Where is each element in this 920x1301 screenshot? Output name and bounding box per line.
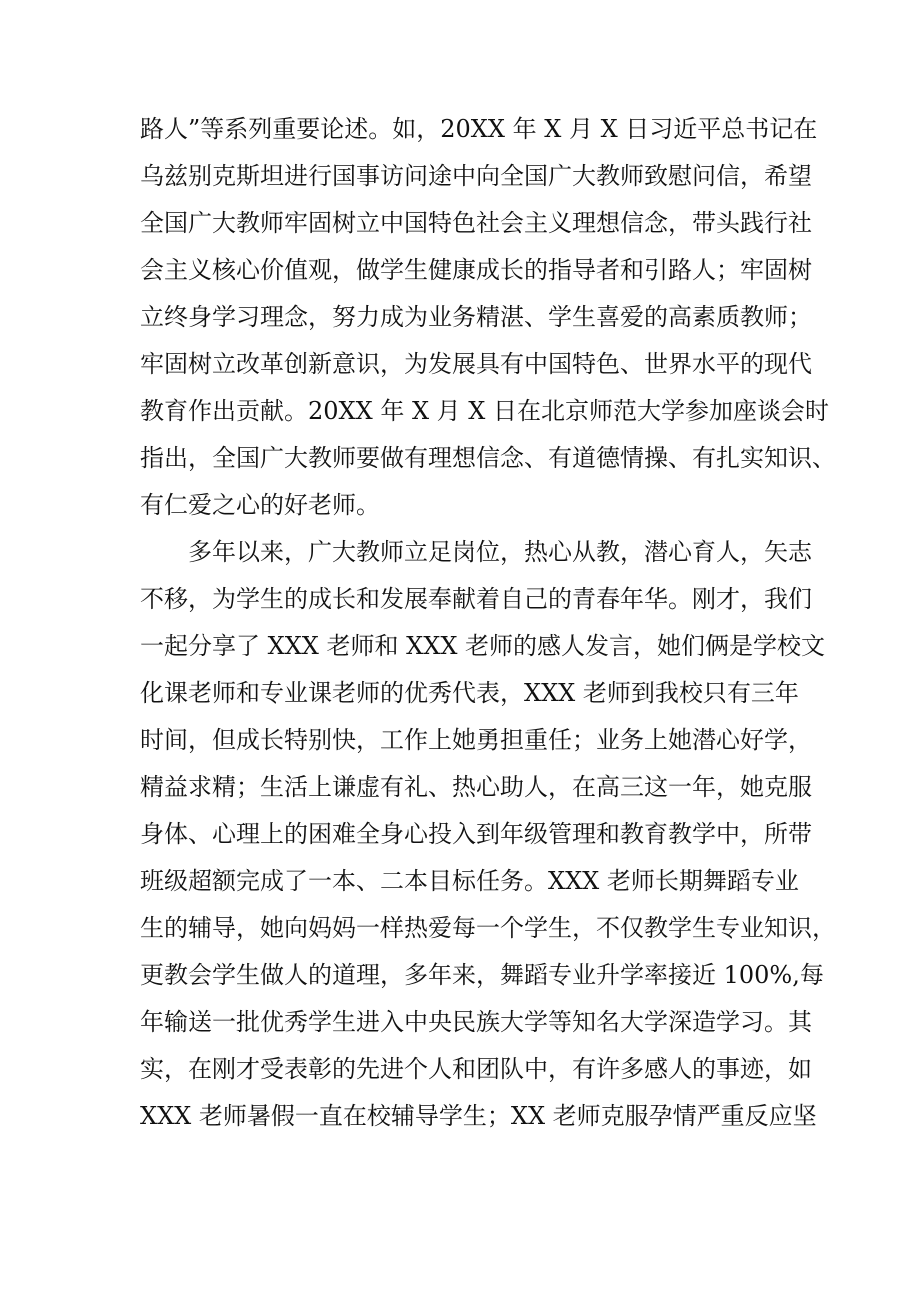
text-line: 精益求精；生活上谦虚有礼、热心助人，在高三这一年，她克服 (140, 773, 812, 801)
text-line: 有仁爱之心的好老师。 (140, 491, 380, 519)
text-line: 实，在刚才受表彰的先进个人和团队中，有许多感人的事迹，如 (140, 1055, 812, 1083)
text-line: 教育作出贡献。20XX 年 X 月 X 日在北京师范大学参加座谈会时 (140, 397, 830, 425)
text-line: 指出，全国广大教师要做有理想信念、有道德情操、有扎实知识、 (140, 444, 836, 472)
text-line: 班级超额完成了一本、二本目标任务。XXX 老师长期舞蹈专业 (140, 867, 799, 895)
paragraph-2 (140, 529, 836, 1140)
text-line: 身体、心理上的困难全身心投入到年级管理和教育教学中，所带 (140, 820, 812, 848)
text-line: 更教会学生做人的道理，多年来，舞蹈专业升学率接近 100%,每 (140, 961, 824, 989)
text-line: 时间，但成长特别快，工作上她勇担重任；业务上她潜心好学， (140, 726, 812, 754)
document-body (140, 106, 836, 1140)
text-line: 不移，为学生的成长和发展奉献着自己的青春年华。刚才，我们 (140, 585, 812, 613)
text-line: 一起分享了 XXX 老师和 XXX 老师的感人发言，她们俩是学校文 (140, 632, 826, 660)
text-line: 年输送一批优秀学生进入中央民族大学等知名大学深造学习。其 (140, 1008, 812, 1036)
text-line: 立终身学习理念，努力成为业务精湛、学生喜爱的高素质教师； (140, 303, 812, 331)
text-line: 路人”等系列重要论述。如，20XX 年 X 月 X 日习近平总书记在 (140, 115, 818, 143)
text-line: 生的辅导，她向妈妈一样热爱每一个学生，不仅教学生专业知识， (140, 914, 836, 942)
text-line: 牢固树立改革创新意识，为发展具有中国特色、世界水平的现代 (140, 350, 812, 378)
text-line: 全国广大教师牢固树立中国特色社会主义理想信念，带头践行社 (140, 209, 812, 237)
text-line: 多年以来，广大教师立足岗位，热心从教，潜心育人，矢志 (188, 538, 812, 566)
text-line: XXX 老师暑假一直在校辅导学生；XX 老师克服孕情严重反应坚 (140, 1102, 817, 1130)
text-line: 化课老师和专业课老师的优秀代表，XXX 老师到我校只有三年 (140, 679, 799, 707)
text-line: 会主义核心价值观，做学生健康成长的指导者和引路人；牢固树 (140, 256, 812, 284)
text-line: 乌兹别克斯坦进行国事访问途中向全国广大教师致慰问信，希望 (140, 162, 812, 190)
paragraph-1 (140, 106, 836, 529)
